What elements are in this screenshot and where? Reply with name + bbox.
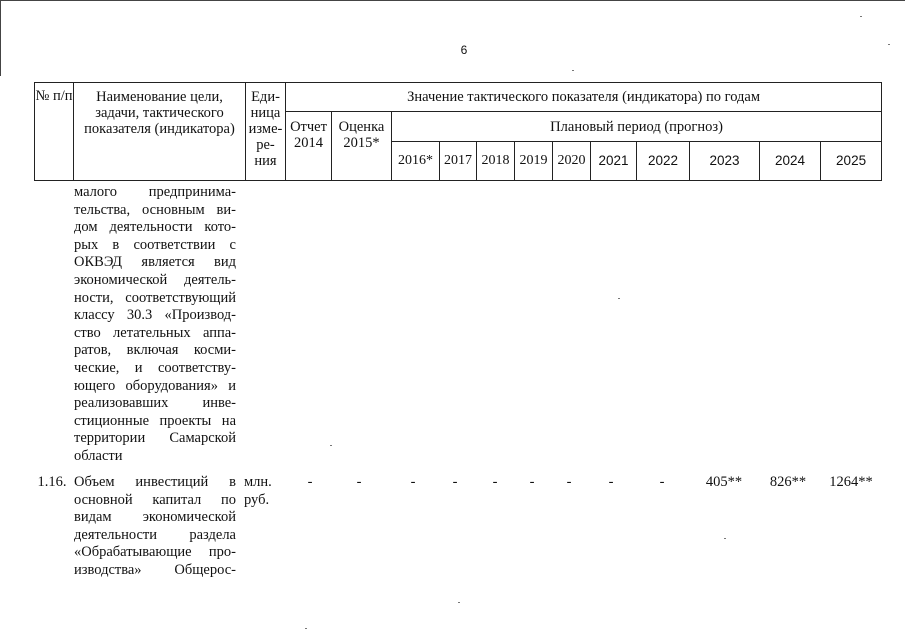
row-unit-line: руб. [244, 491, 270, 508]
page-number: 6 [460, 43, 468, 57]
text-line: основной капитал по [74, 491, 236, 508]
row-number: 1.16. [37, 474, 67, 490]
scan-speck [305, 628, 307, 629]
row-value: - [659, 474, 665, 490]
header-report: Отчет 2014 [286, 112, 332, 181]
scan-speck [860, 16, 862, 17]
header-unit [246, 83, 286, 181]
text-line: ратов, включая косми- [74, 342, 236, 359]
text-line: реализовавших инве- [74, 395, 236, 412]
scan-border [0, 0, 905, 76]
row-value: - [608, 474, 614, 490]
header-year: 2021 [591, 142, 637, 181]
text-line: ство летательных аппа- [74, 324, 236, 341]
scan-speck [618, 298, 620, 299]
row-value: 1264** [829, 474, 873, 490]
header-unit-line: ница [250, 105, 281, 121]
continuation-text [74, 184, 236, 466]
header-year: 2019 [515, 142, 553, 181]
row-value: - [410, 474, 416, 490]
text-line: изводства» Общерос- [74, 561, 236, 578]
header-values-title: Значение тактического показателя (индикатора) по годам [286, 83, 882, 112]
text-line: деятельности раздела [74, 526, 236, 543]
text-line: территории Самарской [74, 430, 236, 447]
text-line: экономической деятель- [74, 271, 236, 288]
header-unit-line: Еди- [251, 89, 280, 105]
row-value: - [492, 474, 498, 490]
scan-speck [572, 70, 574, 71]
scan-speck [330, 445, 332, 446]
scan-left-line [0, 0, 1, 76]
header-estimate: Оценка 2015* [332, 112, 392, 181]
text-line: ющего оборудования» и [74, 377, 236, 394]
text-line: ОКВЭД является вид [74, 254, 236, 271]
header-unit-line: изме- [248, 121, 283, 137]
text-line: ческие, и соответству- [74, 359, 236, 376]
row-value: 826** [769, 474, 807, 490]
header-year: 2017 [440, 142, 477, 181]
text-line: дом деятельности кото- [74, 219, 236, 236]
text-line: области [74, 447, 123, 464]
scan-speck [888, 44, 890, 45]
text-line: стиционные проекты на [74, 412, 236, 429]
row-value: 405** [705, 474, 743, 490]
text-line: тельства, основным ви- [74, 201, 236, 218]
scan-top-line [0, 0, 905, 1]
header-year: 2022 [637, 142, 690, 181]
text-line: Объем инвестиций в [74, 474, 236, 490]
text-line: рых в соответствии с [74, 236, 236, 253]
text-line: малого предпринима- [74, 184, 236, 200]
text-line: классу 30.3 «Производ- [74, 307, 236, 324]
row-unit [244, 474, 284, 509]
header-num: № п/п [35, 83, 74, 181]
row-unit-line: млн. [244, 474, 272, 490]
scan-speck [724, 538, 726, 539]
header-plan-title: Плановый период (прогноз) [392, 112, 882, 142]
row-value: - [529, 474, 535, 490]
text-line: видам экономической [74, 509, 236, 526]
header-name: Наименование цели, задачи, тактического показателя (индикатора) [74, 83, 246, 181]
row-name [74, 474, 236, 580]
row-value: - [307, 474, 313, 490]
header-unit-line: ре- [256, 137, 275, 153]
header-year: 2016* [392, 142, 440, 181]
header-year: 2023 [690, 142, 760, 181]
header-year: 2025 [821, 142, 882, 181]
text-line: «Обрабатывающие про- [74, 544, 236, 561]
row-value: - [566, 474, 572, 490]
scan-speck [458, 602, 460, 603]
text-line: ности, соответствующий [74, 289, 236, 306]
header-year: 2018 [477, 142, 515, 181]
row-value: - [452, 474, 458, 490]
header-unit-line: ния [254, 153, 277, 169]
header-year: 2020 [553, 142, 591, 181]
header-table [34, 82, 882, 181]
header-year: 2024 [760, 142, 821, 181]
row-value: - [356, 474, 362, 490]
